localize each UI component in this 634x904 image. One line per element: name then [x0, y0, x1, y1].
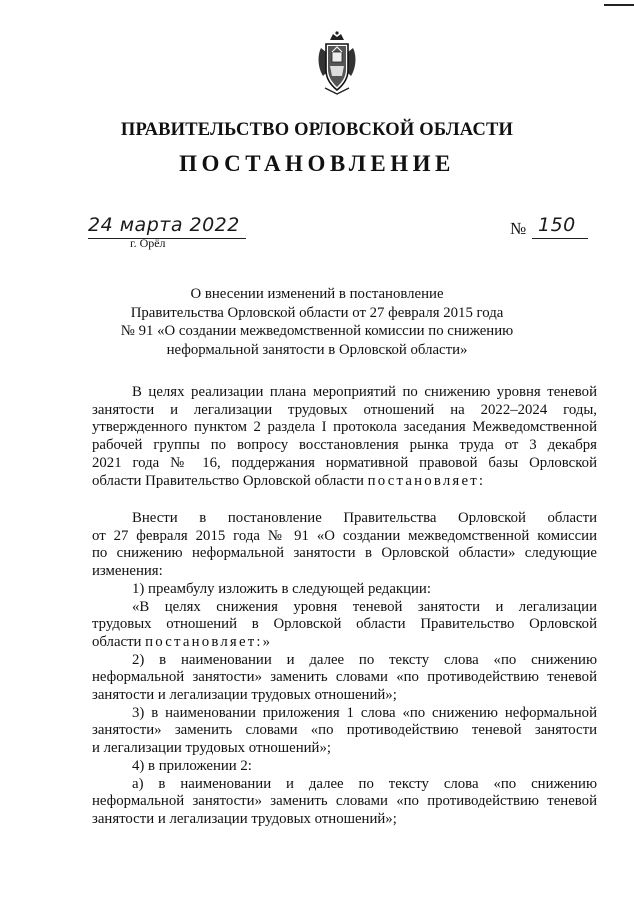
list-item: 4) в приложении 2: [132, 757, 252, 774]
title-line: неформальной занятости в Орловской области» [166, 341, 468, 358]
coat-of-arms-emblem [315, 30, 359, 96]
text-line: 2021 года № 16, поддержания нормативной правовой базы Орловской [92, 454, 597, 471]
document-type-title: ПОСТАНОВЛЕНИЕ [179, 151, 455, 176]
text-line: занятости» заменить словами «по противодействию теневой занятости [92, 722, 597, 739]
preamble-paragraph [92, 384, 597, 490]
handwritten-date: 24 марта 2022 [88, 214, 240, 236]
text-line: трудовых отношений в Орловской области Правительство Орловской [92, 616, 597, 633]
text-line: занятости и легализации трудовых отношений»; [92, 687, 397, 704]
text-line: по снижению неформальной занятости в Орловской области» следующие [92, 545, 597, 562]
scan-edge-mark [604, 4, 634, 6]
decree-word: постановляет:» [145, 633, 273, 650]
list-item: 3) в наименовании приложения 1 слова «по снижению неформальной [132, 704, 597, 721]
text-line: «В целях снижения уровня теневой занятости и легализации [132, 598, 597, 615]
document-subject-title [0, 285, 634, 359]
text-fragment: области [92, 633, 146, 650]
text-line: и легализации трудовых отношений»; [92, 740, 331, 757]
text-line: неформальной занятости» заменить словами «по противодействию теневой [92, 793, 597, 810]
title-line: № 91 «О создании межведомственной комиссии по снижению [120, 323, 514, 340]
text-fragment: области Правительство Орловской области [92, 472, 368, 489]
organization-name: ПРАВИТЕЛЬСТВО ОРЛОВСКОЙ ОБЛАСТИ [120, 120, 514, 140]
text-line: изменения: [92, 563, 163, 580]
text-line: занятости и легализации трудовых отношений на 2022–2024 годы, [92, 401, 597, 418]
text-line: В целях реализации плана мероприятий по снижению уровня теневой [132, 384, 597, 400]
text-line [92, 473, 597, 491]
text-line: Внести в постановление Правительства Орловской области [132, 510, 597, 526]
list-item: а) в наименовании и далее по тексту слова «по снижению [132, 775, 597, 792]
date-underline [88, 238, 246, 239]
number-label: № [510, 219, 527, 238]
text-line: от 27 февраля 2015 года № 91 «О создании межведомственной комиссии [92, 527, 597, 544]
text-line: рабочей группы по вопросу восстановления рынка труда от 3 декабря [92, 437, 597, 454]
list-item: 2) в наименовании и далее по тексту слова «по снижению [132, 651, 597, 668]
text-line: неформальной занятости» заменить словами «по противодействию теневой [92, 669, 597, 686]
decree-word: постановляет: [367, 472, 486, 489]
title-line: Правительства Орловской области от 27 февраля 2015 года [130, 304, 504, 321]
list-item: 1) преамбулу изложить в следующей редакции: [132, 580, 431, 597]
handwritten-number: 150 [538, 214, 576, 236]
number-underline [532, 238, 588, 239]
text-line [92, 634, 597, 652]
text-line: занятости и легализации трудовых отношений»; [92, 810, 397, 827]
title-line: О внесении изменений в постановление [190, 286, 444, 302]
body-text [92, 510, 597, 829]
text-line: утвержденного пунктом 2 раздела I протокола заседания Межведомственной [92, 419, 597, 436]
city-label: г. Орёл [130, 236, 166, 250]
